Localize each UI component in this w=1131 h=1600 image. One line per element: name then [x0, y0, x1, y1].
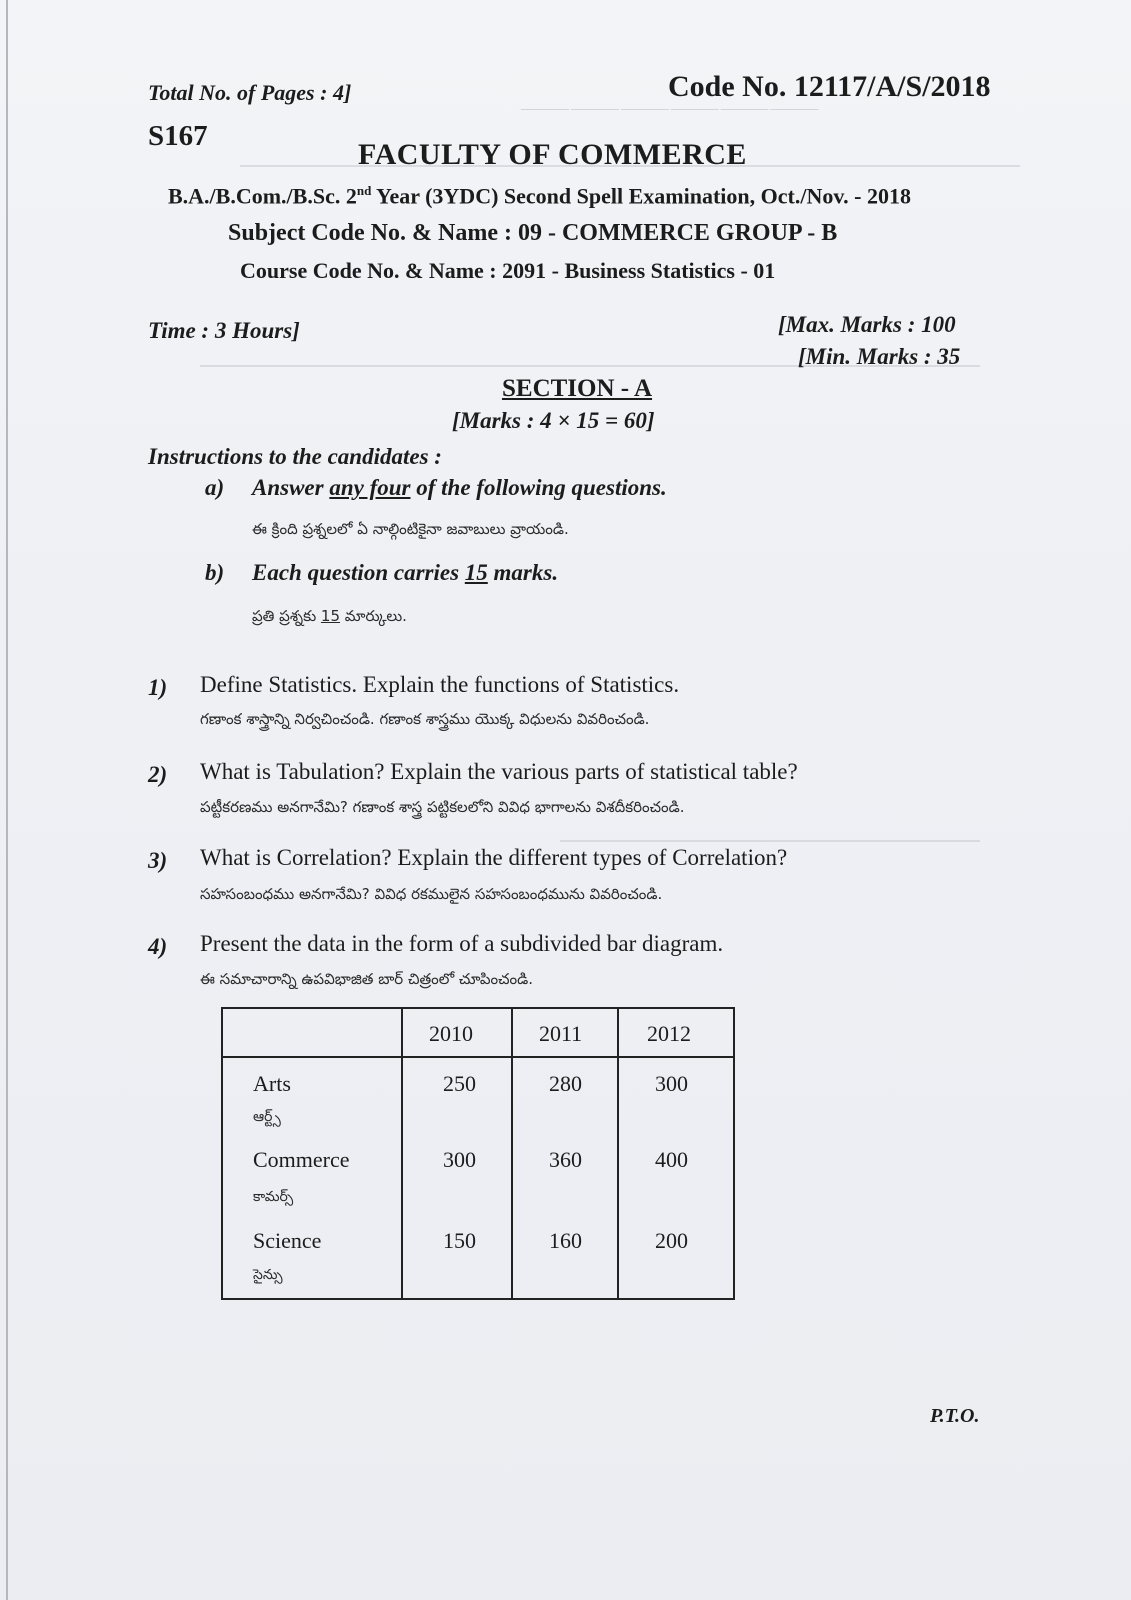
table-cell: 300	[655, 1071, 688, 1096]
question-number: 2)	[148, 762, 168, 787]
instruction-b-emphasis: 15	[464, 560, 488, 585]
max-marks: [Max. Marks : 100	[778, 312, 956, 337]
question-telugu: పట్టీకరణము అనగానేమి? గణాంక శాస్త్ర పట్టికలలోని వివిధ భాగాలను విశదీకరించండి.	[200, 798, 685, 816]
subject-line: Subject Code No. & Name : 09 - COMMERCE GROUP - B	[228, 220, 838, 246]
instruction-a-post: of the following questions.	[410, 475, 667, 500]
question-telugu: ఈ సమాచారాన్ని ఉపవిభాజిత బార్ చిత్రంలో చూపించండి.	[200, 970, 534, 988]
code-number: Code No. 12117/A/S/2018	[668, 70, 991, 103]
table-header-year: 2012	[647, 1021, 691, 1046]
table-header-year: 2011	[539, 1021, 583, 1046]
table-row-label: Commerce	[253, 1147, 350, 1172]
instruction-b-telugu-pre: ప్రతి ప్రశ్నకు	[252, 607, 321, 625]
table-cell: 280	[549, 1071, 582, 1096]
table-cell: 160	[549, 1228, 582, 1253]
page-edge-line	[6, 0, 8, 1600]
question-number: 1)	[148, 675, 168, 700]
instruction-b-telugu-post: మార్కులు.	[340, 607, 407, 625]
table-divider	[617, 1009, 619, 1298]
section-marks: [Marks : 4 × 15 = 60]	[452, 408, 655, 433]
question-text: What is Tabulation? Explain the various parts of statistical table?	[200, 759, 798, 784]
question-text: What is Correlation? Explain the different types of Correlation?	[200, 845, 788, 870]
bleed-through: ⸻⸻⸻⸻⸻⸻	[520, 98, 820, 120]
table-cell: 300	[443, 1147, 476, 1172]
instruction-a-emphasis: any four	[329, 475, 411, 500]
instructions-heading: Instructions to the candidates :	[148, 444, 442, 469]
faculty-title: FACULTY OF COMMERCE	[358, 138, 747, 171]
exam-title-pre: B.A./B.Com./B.Sc. 2	[168, 183, 357, 209]
instruction-a-pre: Answer	[252, 475, 330, 500]
question-text: Define Statistics. Explain the functions of Statistics.	[200, 672, 680, 697]
table-divider	[401, 1009, 403, 1298]
exam-title-post: Year (3YDC) Second Spell Examination, Oct./Nov. - 2018	[371, 183, 911, 209]
table-row-label: Science	[253, 1228, 322, 1253]
min-marks: [Min. Marks : 35	[798, 344, 961, 369]
table-row-label-telugu: కామర్స్	[253, 1189, 294, 1205]
question-number: 4)	[148, 934, 168, 959]
data-table	[221, 1007, 735, 1300]
exam-id: S167	[148, 120, 208, 152]
exam-time: Time : 3 Hours]	[148, 318, 300, 343]
question-text: Present the data in the form of a subdivided bar diagram.	[200, 931, 724, 956]
question-number: 3)	[148, 848, 168, 873]
table-row-label-telugu: ఆర్ట్స్	[253, 1109, 281, 1125]
question-telugu: గణాంక శాస్త్రాన్ని నిర్వచించండి. గణాంక శాస్త్రము యొక్క విధులను వివరించండి.	[200, 710, 650, 728]
exam-title-sup: nd	[356, 183, 372, 198]
exam-title	[168, 183, 911, 209]
table-cell: 250	[443, 1071, 476, 1096]
table-cell: 400	[655, 1147, 688, 1172]
instruction-b-telugu-emphasis: 15	[320, 607, 341, 625]
please-turn-over: P.T.O.	[930, 1405, 980, 1427]
question-telugu: సహసంబంధము అనగానేమి? వివిధ రకములైన సహసంబంధమును వివరించండి.	[200, 885, 663, 903]
instruction-b-letter: b)	[205, 560, 225, 585]
instruction-b-post: marks.	[487, 560, 559, 585]
instruction-a-telugu: ఈ క్రింది ప్రశ్నలలో ఏ నాల్గింటికైనా జవాబులు వ్రాయండి.	[252, 520, 569, 538]
table-row-label: Arts	[253, 1071, 291, 1096]
instruction-b-telugu	[252, 607, 407, 629]
table-cell: 150	[443, 1228, 476, 1253]
table-header-year: 2010	[429, 1021, 473, 1046]
section-title: SECTION - A	[502, 375, 653, 402]
table-divider	[223, 1056, 733, 1058]
table-divider	[511, 1009, 513, 1298]
bleed-through	[560, 840, 980, 842]
instruction-a	[252, 475, 667, 501]
table-row-label-telugu: సైన్సు	[253, 1267, 283, 1283]
total-pages: Total No. of Pages : 4]	[148, 80, 352, 105]
instruction-b	[252, 560, 558, 586]
table-cell: 360	[549, 1147, 582, 1172]
instruction-a-letter: a)	[205, 475, 225, 500]
course-line: Course Code No. & Name : 2091 - Business Statistics - 01	[240, 258, 776, 283]
table-cell: 200	[655, 1228, 688, 1253]
instruction-b-pre: Each question carries	[252, 560, 465, 585]
